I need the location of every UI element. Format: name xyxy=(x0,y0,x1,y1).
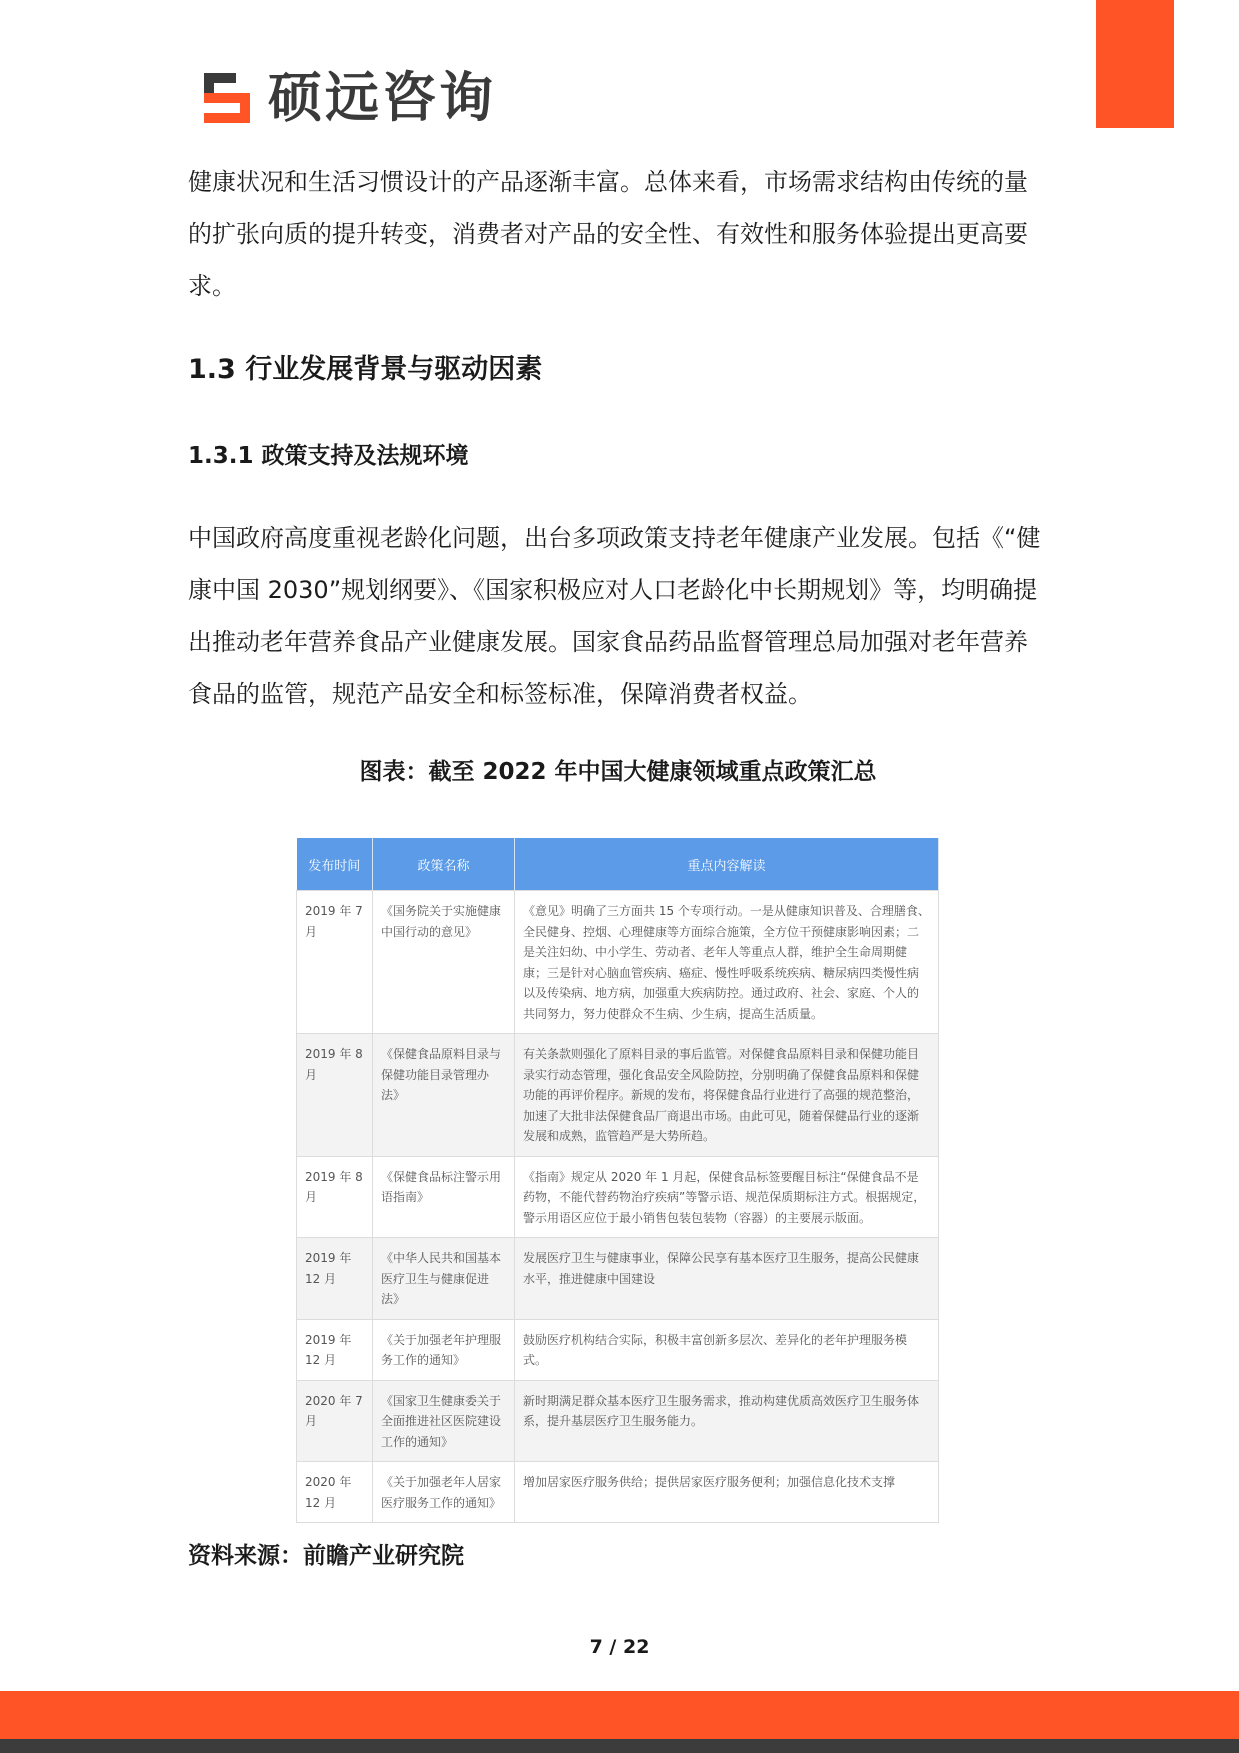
cell-content: 鼓励医疗机构结合实际，积极丰富创新多层次、差异化的老年护理服务模式。 xyxy=(515,1319,939,1380)
corner-accent-block xyxy=(1096,0,1174,128)
subsection-heading: 1.3.1 政策支持及法规环境 xyxy=(188,443,469,469)
cell-content: 新时期满足群众基本医疗卫生服务需求，推动构建优质高效医疗卫生服务体系，提升基层医疗卫生服务能力。 xyxy=(515,1380,939,1462)
table-row xyxy=(297,891,939,1034)
cell-policy-name: 《保健食品原料目录与保健功能目录管理办法》 xyxy=(373,1034,515,1157)
footer-line xyxy=(0,1739,1239,1753)
cell-content: 增加居家医疗服务供给；提供居家医疗服务便利；加强信息化技术支撑 xyxy=(515,1462,939,1523)
policy-table xyxy=(296,838,939,1523)
logo-mark-icon xyxy=(200,69,258,127)
table-header-row xyxy=(297,838,939,891)
cell-date: 2019 年 8 月 xyxy=(297,1156,373,1238)
cell-content: 《指南》规定从 2020 年 1 月起，保健食品标签要醒目标注“保健食品不是药物，不能代替药物治疗疾病”等警示语、规范保质期标注方式。根据规定，警示用语区应位于最小销售包装包装物（容器）的主要展示版面。 xyxy=(515,1156,939,1238)
page-number: 7 / 22 xyxy=(589,1636,650,1658)
cell-date: 2019 年 8 月 xyxy=(297,1034,373,1157)
cell-policy-name: 《保健食品标注警示用语指南》 xyxy=(373,1156,515,1238)
body-paragraph-intro: 健康状况和生活习惯设计的产品逐渐丰富。总体来看，市场需求结构由传统的量的扩张向质的提升转变，消费者对产品的安全性、有效性和服务体验提出更高要求。 xyxy=(188,168,1028,300)
cell-date: 2020 年 12 月 xyxy=(297,1462,373,1523)
cell-content: 发展医疗卫生与健康事业，保障公民享有基本医疗卫生服务，提高公民健康水平，推进健康中国建设 xyxy=(515,1238,939,1320)
policy-table-container xyxy=(296,838,938,1523)
column-header-policy-name: 政策名称 xyxy=(373,838,515,891)
brand-logo xyxy=(200,66,496,130)
cell-policy-name: 《关于加强老年人居家医疗服务工作的通知》 xyxy=(373,1462,515,1523)
source-note: 资料来源：前瞻产业研究院 xyxy=(188,1543,464,1569)
body-paragraph-policy: 中国政府高度重视老龄化问题，出台多项政策支持老年健康产业发展。包括《“健康中国 2030”规划纲要》、《国家积极应对人口老龄化中长期规划》等，均明确提出推动老年营养食品产业健康发展。国家食品药品监督管理总局加强对老年营养食品的监管，规范产品安全和标签标准，保障消费者权益。 xyxy=(188,524,1041,708)
logo-text: 硕远咨询 xyxy=(268,66,496,129)
table-row xyxy=(297,1034,939,1157)
cell-date: 2019 年 12 月 xyxy=(297,1319,373,1380)
table-row xyxy=(297,1319,939,1380)
section-heading: 1.3 行业发展背景与驱动因素 xyxy=(188,354,543,385)
column-header-date: 发布时间 xyxy=(297,838,373,891)
table-row xyxy=(297,1380,939,1462)
cell-policy-name: 《关于加强老年护理服务工作的通知》 xyxy=(373,1319,515,1380)
cell-policy-name: 《国家卫生健康委关于全面推进社区医院建设工作的通知》 xyxy=(373,1380,515,1462)
cell-policy-name: 《国务院关于实施健康中国行动的意见》 xyxy=(373,891,515,1034)
cell-date: 2019 年 12 月 xyxy=(297,1238,373,1320)
column-header-content: 重点内容解读 xyxy=(515,838,939,891)
footer-bar xyxy=(0,1691,1239,1739)
table-row xyxy=(297,1462,939,1523)
cell-date: 2020 年 7 月 xyxy=(297,1380,373,1462)
cell-policy-name: 《中华人民共和国基本医疗卫生与健康促进法》 xyxy=(373,1238,515,1320)
figure-title: 图表：截至 2022 年中国大健康领域重点政策汇总 xyxy=(359,759,877,785)
cell-content: 《意见》明确了三方面共 15 个专项行动。一是从健康知识普及、合理膳食、全民健身、控烟、心理健康等方面综合施策，全方位干预健康影响因素；二是关注妇幼、中小学生、劳动者、老年人等重点人群，维护全生命周期健康；三是针对心脑血管疾病、癌症、慢性呼吸系统疾病、糖尿病四类慢性病以及传染病、地方病，加强重大疾病防控。通过政府、社会、家庭、个人的共同努力，努力使群众不生病、少生病，提高生活质量。 xyxy=(515,891,939,1034)
table-row xyxy=(297,1238,939,1320)
cell-date: 2019 年 7 月 xyxy=(297,891,373,1034)
table-row xyxy=(297,1156,939,1238)
cell-content: 有关条款则强化了原料目录的事后监管。对保健食品原料目录和保健功能目录实行动态管理，强化食品安全风险防控，分别明确了保健食品原料和保健功能的再评价程序。新规的发布，将保健食品行业进行了高强的规范整治，加速了大批非法保健食品厂商退出市场。由此可见，随着保健品行业的逐渐发展和成熟，监管趋严是大势所趋。 xyxy=(515,1034,939,1157)
